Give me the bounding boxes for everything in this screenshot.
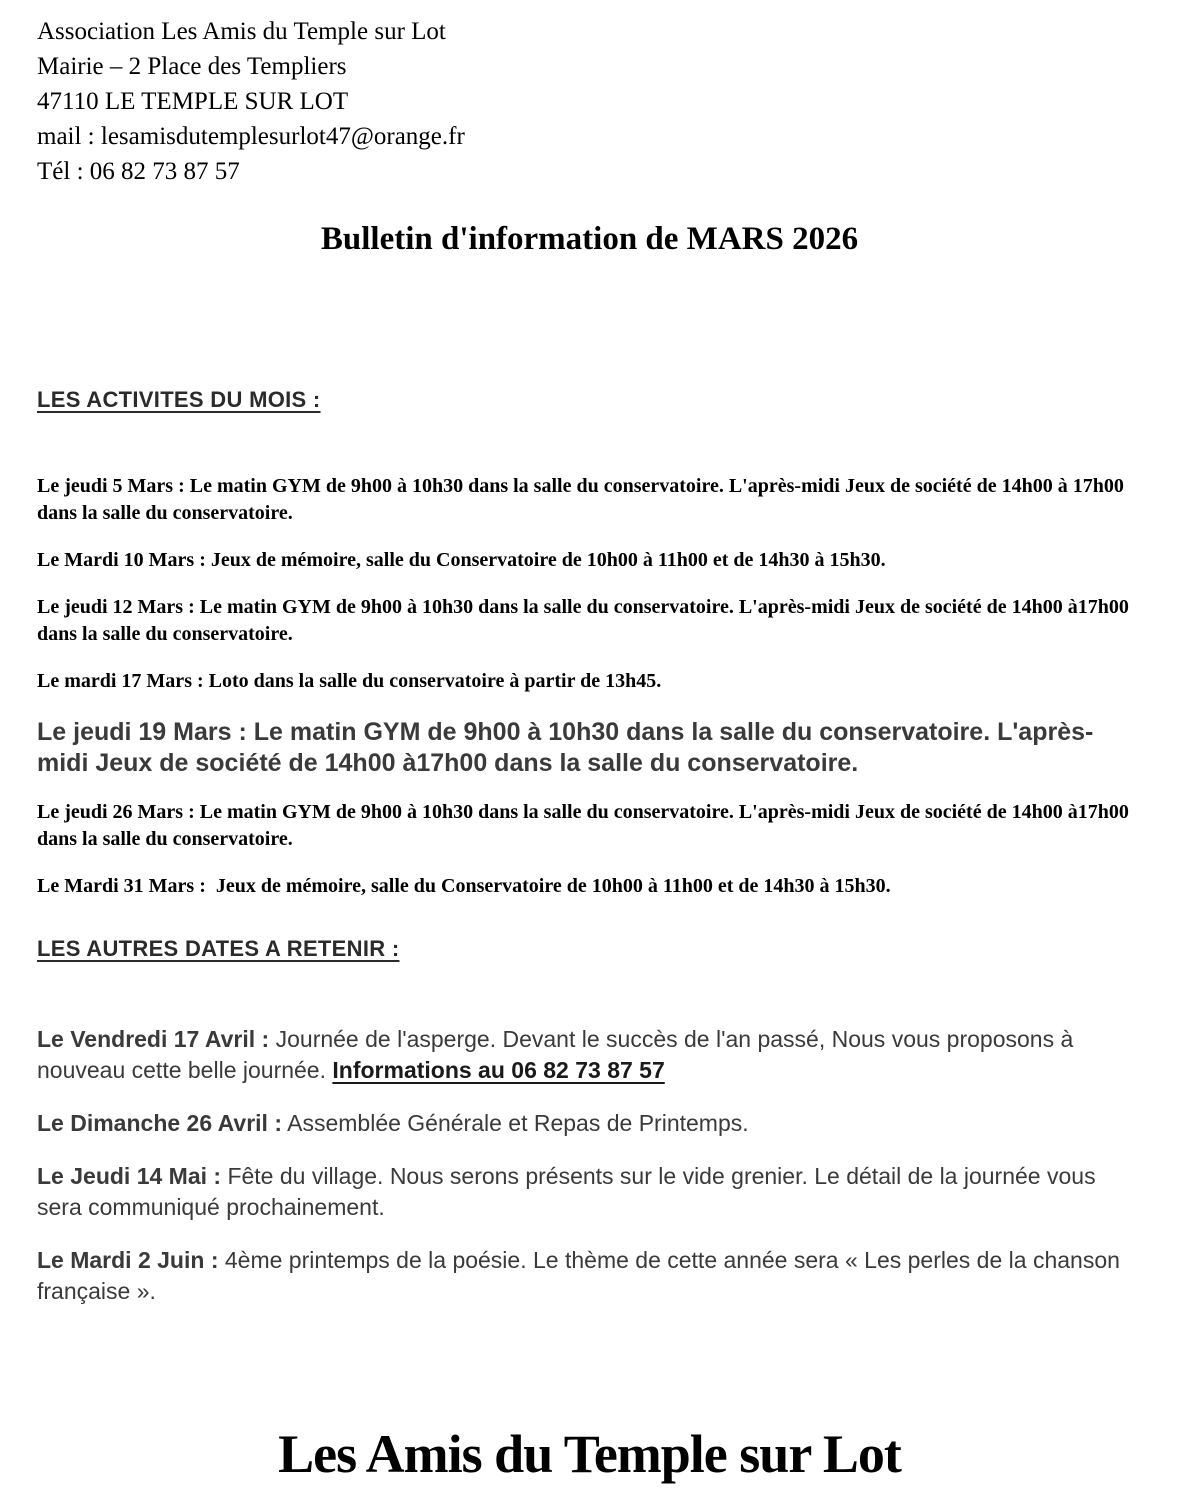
date-prefix: Le Jeudi 14 Mai : [37, 1163, 222, 1189]
phone-info-link: Informations au 06 82 73 87 57 [332, 1057, 665, 1083]
activity-paragraph: Le Mardi 10 Mars : Jeux de mémoire, salle du Conservatoire de 10h00 à 11h00 et de 14h30 à 15h30. [37, 549, 886, 571]
date-body: 4ème printemps de la poésie. Le thème de cette année sera « Les perles de la chanson française ». [37, 1247, 1127, 1304]
activity-paragraph: Le jeudi 12 Mars : Le matin GYM de 9h00 à 10h30 dans la salle du conservatoire. L'après-midi Jeux de société de 14h00 à17h00 dans la salle du conservatoire. [37, 596, 1134, 645]
address-line-email: mail : lesamisdutemplesurlot47@orange.fr [37, 123, 465, 150]
date-prefix: Le Vendredi 17 Avril : [37, 1026, 270, 1052]
date-body: Fête du village. Nous serons présents sur le vide grenier. Le détail de la journée vous sera communiqué prochainement. [37, 1163, 1102, 1220]
address-line-city: 47110 LE TEMPLE SUR LOT [37, 88, 349, 115]
other-dates-section [37, 936, 1142, 1307]
activities-heading: LES ACTIVITES DU MOIS : [37, 387, 321, 412]
date-paragraph [37, 1161, 1142, 1223]
activity-paragraph-emphasized: Le jeudi 19 Mars : Le matin GYM de 9h00 à 10h30 dans la salle du conservatoire. L'après-midi Jeux de société de 14h00 à17h00 dans la salle du conservatoire. [37, 718, 1094, 777]
date-body: Assemblée Générale et Repas de Printemps. [282, 1110, 749, 1136]
date-paragraph [37, 1024, 1142, 1086]
address-line-association: Association Les Amis du Temple sur Lot [37, 18, 446, 45]
activity-paragraph: Le mardi 17 Mars : Loto dans la salle du conservatoire à partir de 13h45. [37, 670, 662, 692]
activity-paragraph: Le jeudi 5 Mars : Le matin GYM de 9h00 à 10h30 dans la salle du conservatoire. L'après-midi Jeux de société de 14h00 à 17h00 dans la salle du conservatoire. [37, 475, 1129, 524]
date-prefix: Le Mardi 2 Juin : [37, 1247, 219, 1273]
date-paragraph [37, 1245, 1142, 1307]
date-paragraph [37, 1108, 1142, 1139]
address-line-street: Mairie – 2 Place des Templiers [37, 53, 347, 80]
other-dates-heading: LES AUTRES DATES A RETENIR : [37, 936, 400, 961]
bulletin-title: Bulletin d'information de MARS 2026 [320, 221, 859, 257]
activity-paragraph: Le jeudi 26 Mars : Le matin GYM de 9h00 à 10h30 dans la salle du conservatoire. L'après-midi Jeux de société de 14h00 à17h00 dans la salle du conservatoire. [37, 801, 1134, 850]
activity-paragraph: Le Mardi 31 Mars : Jeux de mémoire, salle du Conservatoire de 10h00 à 11h00 et de 14h30 à 15h30. [37, 875, 891, 897]
date-body: Journée de l'asperge. Devant le succès de l'an passé, Nous vous proposons à nouveau cette belle journée. [37, 1026, 1080, 1083]
header-address [37, 14, 1142, 189]
footer-title: Les Amis du Temple sur Lot [278, 1424, 901, 1484]
address-line-phone: Tél : 06 82 73 87 57 [37, 158, 240, 185]
date-prefix: Le Dimanche 26 Avril : [37, 1110, 282, 1136]
activities-section [37, 387, 1142, 900]
